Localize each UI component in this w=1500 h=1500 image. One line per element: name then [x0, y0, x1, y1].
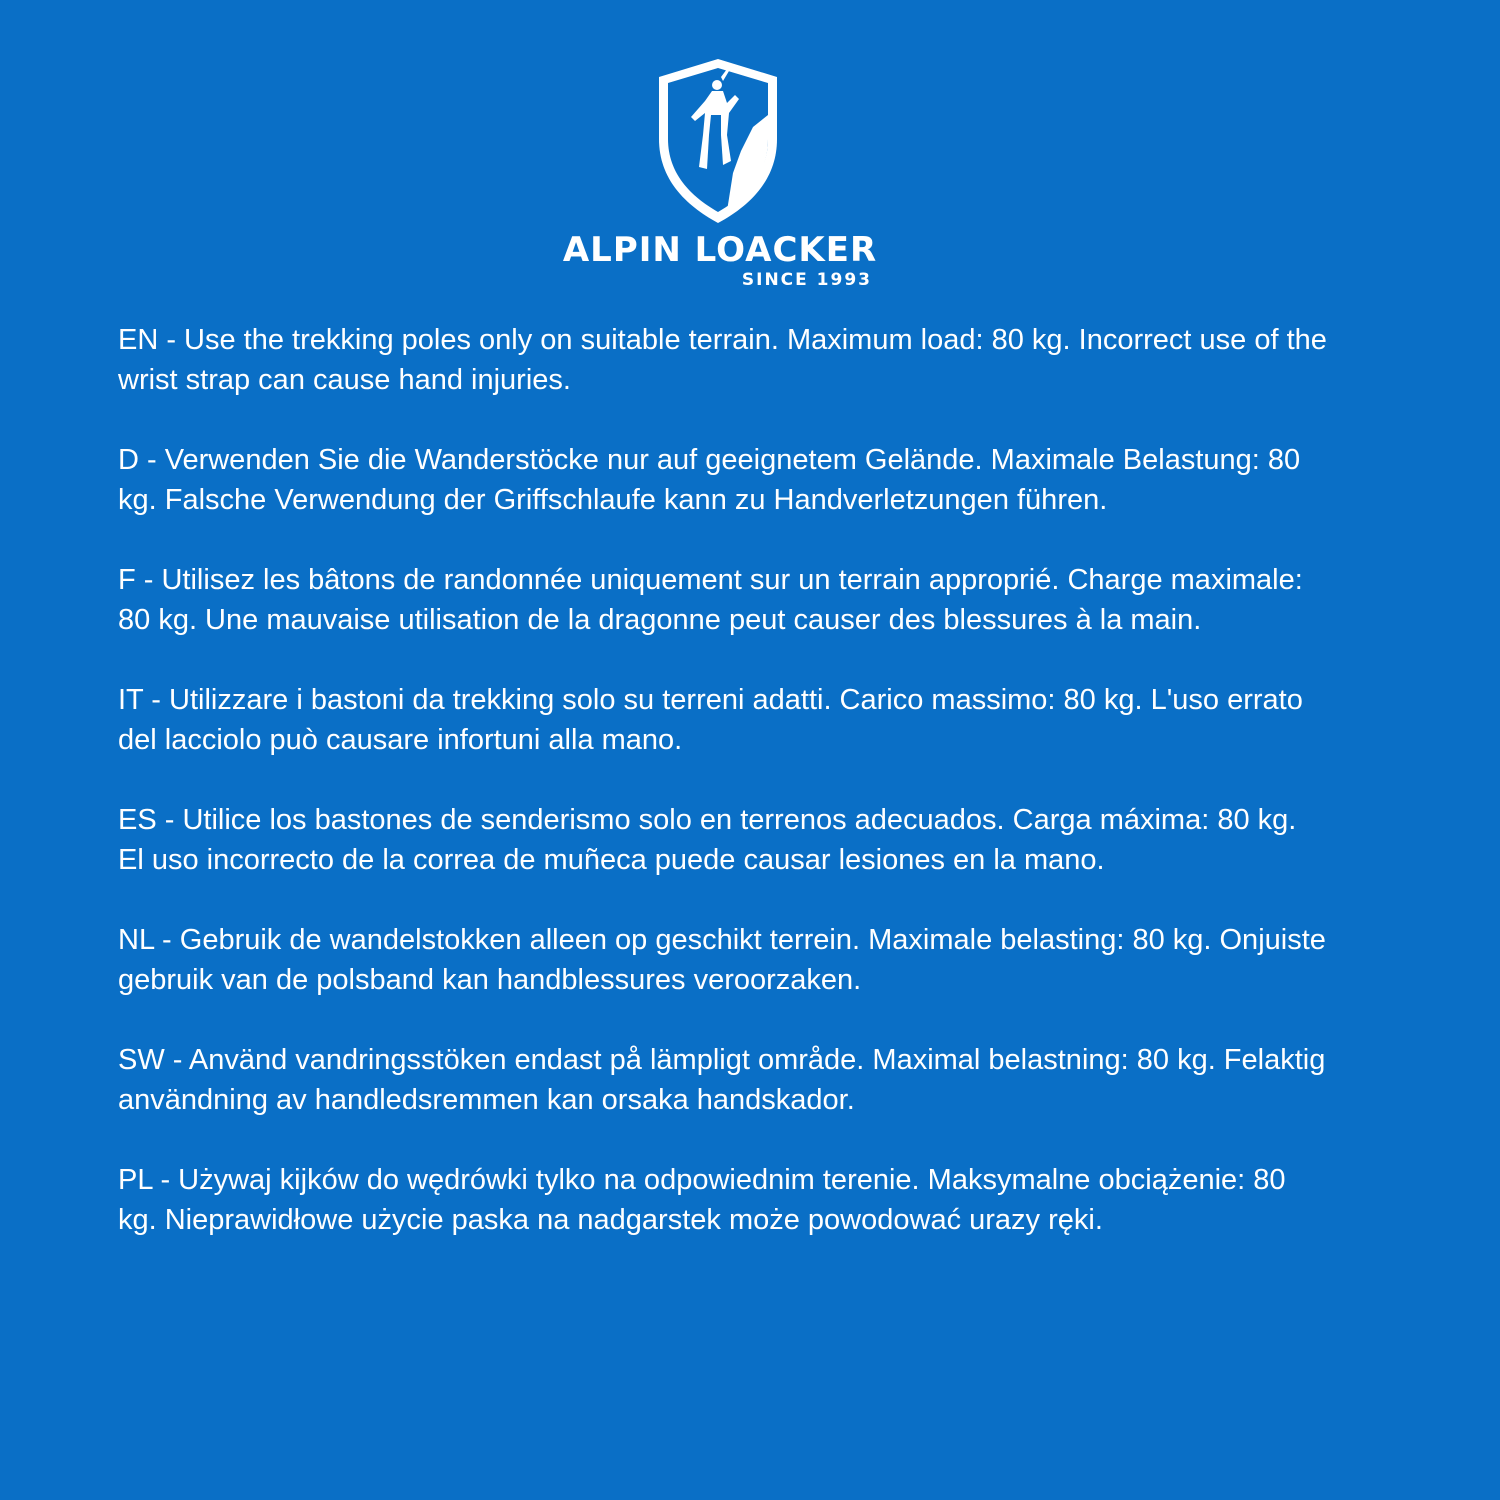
instruction-de: D - Verwenden Sie die Wanderstöcke nur auf geeignetem Gelände. Maximale Belastung: 80 kg. Falsche Verwendung der Griffschlaufe kann zu Handverletzungen führen.: [118, 444, 1301, 516]
brand-name: ALPIN LOACKER: [562, 230, 878, 270]
safety-instructions: [118, 320, 1328, 1240]
instruction-en: EN - Use the trekking poles only on suitable terrain. Maximum load: 80 kg. Incorrect use of the wrist strap can cause hand injuries.: [118, 324, 1327, 396]
instruction-nl: NL - Gebruik de wandelstokken alleen op geschikt terrein. Maximale belasting: 80 kg. Onjuiste gebruik van de polsband kan handblessures veroorzaken.: [118, 924, 1326, 996]
instruction-fr: F - Utilisez les bâtons de randonnée uniquement sur un terrain approprié. Charge maximale: 80 kg. Une mauvaise utilisation de la dragonne peut causer des blessures à la main.: [118, 564, 1303, 636]
brand-tagline: SINCE 1993: [741, 270, 872, 290]
instruction-pl: PL - Używaj kijków do wędrówki tylko na odpowiednim terenie. Maksymalne obciążenie: 80 kg. Nieprawidłowe użycie paska na nadgarstek może powodować urazy ręki.: [118, 1164, 1286, 1236]
shield-climber-icon: [655, 55, 781, 227]
instruction-es: ES - Utilice los bastones de senderismo solo en terrenos adecuados. Carga máxima: 80 kg. El uso incorrecto de la correa de muñeca puede causar lesiones en la mano.: [118, 804, 1297, 876]
instruction-sw: SW - Använd vandringsstöken endast på lämpligt område. Maximal belastning: 80 kg. Felaktig användning av handledsremmen kan orsaka handskador.: [118, 1044, 1326, 1116]
instruction-it: IT - Utilizzare i bastoni da trekking solo su terreni adatti. Carico massimo: 80 kg. L'uso errato del lacciolo può causare infortuni alla mano.: [118, 684, 1303, 756]
